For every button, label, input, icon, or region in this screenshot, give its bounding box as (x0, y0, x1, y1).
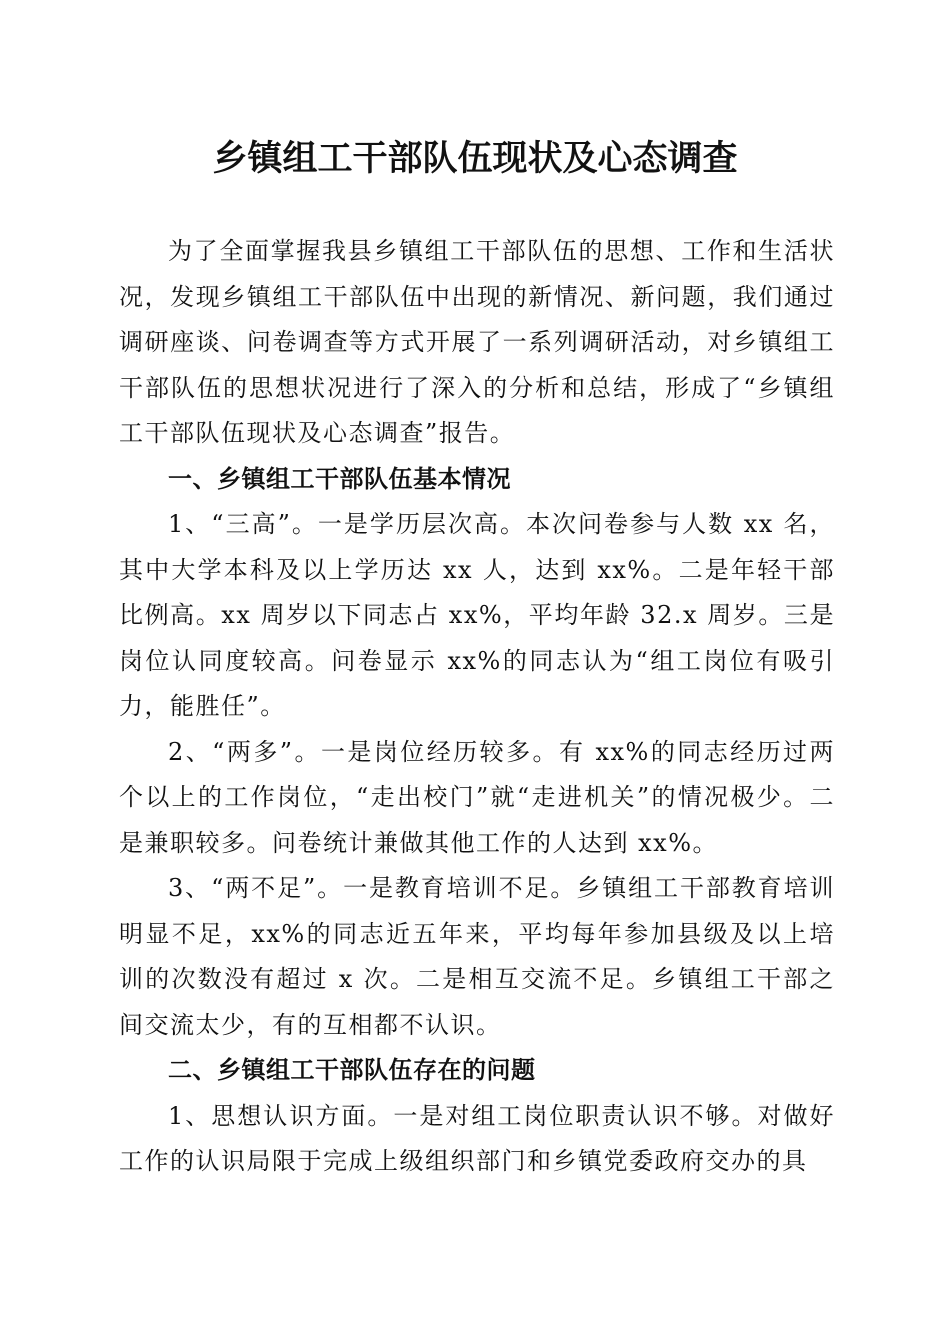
body-paragraph: 3、“两不足”。一是教育培训不足。乡镇组工干部教育培训明显不足，xx%的同志近五年来，平均每年参加县级及以上培训的次数没有超过 x 次。二是相互交流不足。乡镇组工干部之间交流太少，有的互相都不认识。 (119, 874, 835, 1039)
body-paragraph: 2、“两多”。一是岗位经历较多。有 xx%的同志经历过两个以上的工作岗位，“走出校门”就“走进机关”的情况极少。二是兼职较多。问卷统计兼做其他工作的人达到 xx%。 (119, 737, 835, 857)
section-heading-2: 二、乡镇组工干部队伍存在的问题 (168, 1056, 536, 1084)
section-heading-1: 一、乡镇组工干部队伍基本情况 (168, 464, 511, 493)
body-paragraph: 1、思想认识方面。一是对组工岗位职责认识不够。对做好工作的认识局限于完成上级组织部门和乡镇党委政府交办的具 (119, 1101, 835, 1175)
body-paragraph: 1、“三高”。一是学历层次高。本次问卷参与人数 xx 名，其中大学本科及以上学历达 xx 人，达到 xx%。二是年轻干部比例高。xx 周岁以下同志占 xx%，平均年龄 32.x 周岁。三是岗位认同度较高。问卷显示 xx%的同志认为“组工岗位有吸引力，能胜任”。 (119, 510, 835, 720)
intro-paragraph: 为了全面掌握我县乡镇组工干部队伍的思想、工作和生活状况，发现乡镇组工干部队伍中出现的新情况、新问题，我们通过调研座谈、问卷调查等方式开展了一系列调研活动，对乡镇组工干部队伍的思想状况进行了深入的分析和总结，形成了“乡镇组工干部队伍现状及心态调查”报告。 (119, 237, 835, 447)
document-body (119, 229, 835, 1185)
document-title: 乡镇组工干部队伍现状及心态调查 (212, 138, 738, 179)
